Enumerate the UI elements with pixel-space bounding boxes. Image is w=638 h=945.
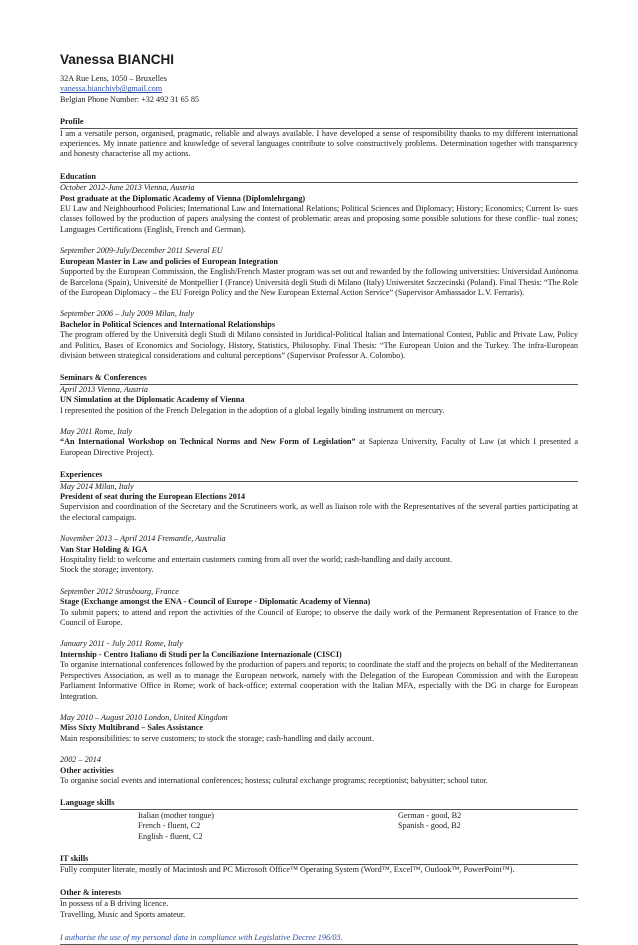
- entry-date: May 2010 – August 2010 London, United Kingdom: [60, 712, 228, 722]
- experience-entry: [60, 534, 578, 576]
- entry-date: 2002 – 2014: [60, 755, 101, 765]
- language-item: Spanish - good, B2: [398, 821, 461, 831]
- entry-title: Post graduate at the Diplomatic Academy of Vienna (Diplomlehrgang): [60, 193, 306, 203]
- entry-title: Bachelor in Political Sciences and International Relationships: [60, 319, 276, 329]
- education-entry: [60, 183, 578, 235]
- section-title-languages: Language skills: [60, 798, 578, 809]
- entry-text: at Sapienza University, Faculty of Law (at which I presented a European Directive Project).: [60, 437, 578, 457]
- entry-title: Internship - Centro Italiano di Studi per la Conciliazione Internazionale (CISCI): [60, 649, 342, 659]
- entry-date: September 2006 – July 2009 Milan, Italy: [60, 309, 194, 319]
- entry-date: November 2013 – April 2014 Fremantle, Australia: [60, 534, 226, 544]
- person-name: Vanessa BIANCHI: [60, 52, 175, 67]
- entry-text: Supported by the European Commission, the English/French Master program was set out and rewarded by the following universities: Universidad Autònoma de Barcelona (Spain), Université de Montpellier I (France) Università degli Studi di Milano (Italy) Uniwersitet Szczecinski (Poland). Final Thesis: “The Role of the European Diplomacy – the EU Foreign Policy and the New European External Action Service” (Supervisor Ambassador L.V. Ferraris).: [60, 267, 578, 297]
- entry-text: To organise social events and international conferences; hostess; cultural exchange programs; receptionist; babysitter; school tutor.: [60, 775, 488, 785]
- section-title-experiences: Experiences: [60, 470, 578, 481]
- entry-date: September 2012 Strasbourg, France: [60, 586, 179, 596]
- entry-text: I represented the position of the French Delegation in the adoption of a global legally binding instrument on mercury.: [60, 405, 445, 415]
- entry-title: Van Star Holding & IGA: [60, 544, 148, 554]
- experience-entry: [60, 713, 578, 744]
- entry-text: To submit papers; to attend and report the activities of the Council of Europe; to observe the daily work of the Permanent Representation of France to the Council of Europe.: [60, 607, 578, 628]
- section-title-seminars: Seminars & Conferences: [60, 373, 578, 384]
- experience-entry: [60, 639, 578, 701]
- entry-text: The program offered by the Università degli Studi di Milano consisted in Juridical-Political Italian and International Contest, Public and Private Law, Policy and Politics, Bases of Economics and Sociology, History, Statistics, Philosophy. Final Thesis: “The European Union and the Turkey. The infra-European division between strategical considerations and cultural perceptions” (Supervisor Professor A. Colombo).: [60, 330, 578, 360]
- entry-text: Hospitality field: to welcome and entertain customers coming from all over the world; cash-handling and daily account.: [60, 555, 453, 565]
- entry-text-extra: Stock the storage; inventory.: [60, 565, 154, 575]
- entry-date: May 2014 Milan, Italy: [60, 481, 134, 491]
- seminar-entry: [60, 427, 578, 458]
- entry-date: October 2012-June 2013 Vienna, Austria: [60, 183, 195, 193]
- language-column: [138, 811, 398, 842]
- it-skills-text: Fully computer literate, mostly of Macintosh and PC Microsoft Office™ Operating System (Word™, Excel™, Outlook™, PowerPoint™).: [60, 865, 515, 875]
- phone-number: Belgian Phone Number: +32 492 31 65 85: [60, 94, 200, 104]
- entry-date: May 2011 Rome, Italy: [60, 426, 133, 436]
- seminar-entry: [60, 385, 578, 416]
- entry-text: Supervision and coordination of the Secretary and the Scrutineers work, as well as liaison role with the Representatives of the several parties participating at the electoral campaign.: [60, 502, 578, 522]
- section-title-it-skills: IT skills: [60, 854, 578, 865]
- language-item: English - fluent, C2: [138, 831, 203, 841]
- profile-text: I am a versatile person, organised, pragmatic, reliable and always available. I have developed a sense of responsibility thanks to my different international experiences. My innate patience and knowledge of several languages contribute to solve constructively problems. Determination together with transparency and honesty characterise all my actions.: [60, 128, 578, 159]
- other-line: Travelling, Music and Sports amateur.: [60, 909, 186, 919]
- experience-entry: [60, 755, 578, 786]
- entry-title: Stage (Exchange amongst the ENA - Council of Europe - Diplomatic Academy of Vienna): [60, 597, 371, 607]
- section-title-education: Education: [60, 172, 578, 183]
- education-entry: [60, 309, 578, 361]
- entry-title: European Master in Law and policies of European Integration: [60, 256, 278, 266]
- section-title-profile: Profile: [60, 117, 578, 128]
- email-link[interactable]: vanessa.bianchivb@gmail.com: [60, 84, 163, 94]
- language-column: [398, 811, 578, 842]
- contact-block: [60, 74, 578, 105]
- entry-text: To organise international conferences followed by the production of papers and reports; to coordinate the staff and the projects on behalf of the Mediterranean Perspectives Association, as well as to manage the European network, namely with the Delegation of the European Commission and with the European Parliament Informative Office in Rome; work of back-office; external cooperation with the Italian MFA, especially with the DG in charge for European Integration.: [60, 660, 578, 701]
- language-item: French - fluent, C2: [138, 821, 201, 831]
- language-item: Italian (mother tongue): [138, 810, 214, 820]
- entry-title: Miss Sixty Multibrand – Sales Assistance: [60, 723, 204, 733]
- entry-date: January 2011 - July 2011 Rome, Italy: [60, 639, 183, 649]
- experience-entry: [60, 482, 578, 524]
- entry-date: September 2009-July/December 2011 Several EU: [60, 246, 223, 256]
- language-item: German - good, B2: [398, 810, 462, 820]
- entry-title: UN Simulation at the Diplomatic Academy of Vienna: [60, 395, 245, 405]
- entry-title: Other activities: [60, 765, 114, 775]
- entry-text: EU Law and Neighbourhood Policies; International Law and International Relations; Political Sciences and Diplomacy; History; Economics; Current Is- sues classes followed by the production of papers analysing the contest of problematic areas and proposing some possible solutions for these conflic- tual zones; Languages Certifications (English, French and German).: [60, 204, 578, 234]
- entry-text-wrapper: [60, 437, 578, 458]
- cv-page: [60, 52, 578, 945]
- privacy-footer: I authorise the use of my personal data in compliance with Legislative Decree 196/03.: [60, 933, 578, 945]
- education-entry: [60, 246, 578, 298]
- experience-entry: [60, 587, 578, 629]
- entry-title: President of seat during the European Elections 2014: [60, 492, 246, 501]
- address: 32A Rue Lens, 1050 – Bruxelles: [60, 74, 167, 83]
- language-grid: [60, 811, 578, 842]
- entry-date: April 2013 Vienna, Austria: [60, 384, 148, 394]
- entry-text: Main responsibilities: to serve customers; to stock the storage; cash-handling and daily account.: [60, 733, 375, 743]
- other-line: In possess of a B driving licence.: [60, 899, 169, 909]
- entry-title: “An International Workshop on Technical Norms and New Form of Legislation”: [60, 437, 356, 447]
- section-title-other: Other & interests: [60, 888, 578, 899]
